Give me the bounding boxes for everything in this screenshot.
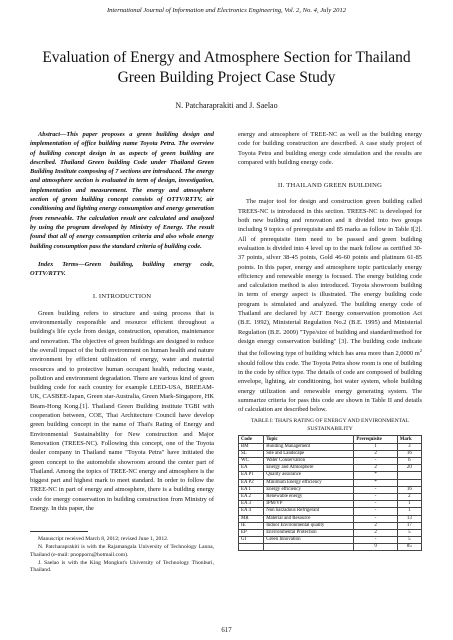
table-row (239, 443, 422, 450)
table-row (239, 515, 422, 522)
footnote-divider (30, 531, 88, 532)
table-cell-prerequisite: - (354, 486, 397, 493)
section-heading-thailand-green-building: II. THAILAND GREEN BUILDING (277, 182, 383, 190)
abstract-text: —This paper proposes a green building design and implementation of office building name Toyota Petra. The overview of building concept design in as aspects of green building are described. Thailand Green building Code under Thailand Green Building Institute composing of 7 sections are introduced. The energy and atmosphere section is evaluated in term of design, investigation, implementation and measurement. The energy and atmosphere section of green building concept consists of OTTV/RTTV, air conditioning and lighting energy consumption and energy generation from renewable. The calculation result are calculated and analyzed by using the program developed by Ministry of Energy. The result found that all of energy consumption criteria and also whole energy building consumption pass the standard criteria of building code. (30, 131, 214, 250)
paper-title: Evaluation of Energy and Atmosphere Section for Thailand Green Building Project Case Study (42, 49, 411, 86)
table-row (239, 537, 422, 544)
table-cell-mark: 16 (397, 486, 421, 493)
table-cell-prerequisite: 2 (354, 450, 397, 457)
table-cell-topic: Environmental Protection (264, 529, 354, 536)
table-row (239, 522, 422, 529)
table-cell-prerequisite: 2 (354, 529, 397, 536)
table-cell-prerequisite: * (354, 479, 397, 486)
table-row (239, 544, 422, 551)
table-cell-topic: Quality assurance (264, 472, 354, 479)
table-cell-mark: 85 (397, 544, 421, 551)
right-column (238, 130, 422, 551)
table-cell-topic: Material and Resource (264, 515, 354, 522)
table-cell-code (239, 544, 264, 551)
table-cell-prerequisite: - (354, 515, 397, 522)
abstract (30, 130, 214, 251)
table-cell-mark: 1 (397, 508, 421, 515)
table-row (239, 472, 422, 479)
table-row (239, 493, 422, 500)
table-cell-mark: 5 (397, 529, 421, 536)
table-cell-topic: Building Management (264, 443, 354, 450)
table-cell-prerequisite: - (354, 537, 397, 544)
continuation-paragraph: energy and atmosphere of TREE-NC as well as the building energy code for building construction are described. A case study project of Toyota Petra and building energy code simulation and the results are compared with building energy code. (238, 131, 422, 166)
table-cell-mark: 6 (397, 458, 421, 465)
table-row (239, 458, 422, 465)
table-cell-code: BM (239, 443, 264, 450)
table-cell-topic: Water Conservation (264, 458, 354, 465)
table-cell-mark: 3 (397, 443, 421, 450)
table-cell-mark (397, 479, 421, 486)
journal-header: International Journal of Information and Electronics Engineering, Vol. 2, No. 4, July 2012 (106, 7, 347, 14)
table-cell-code: IE (239, 522, 264, 529)
table-cell-prerequisite: - (354, 501, 397, 508)
footnote-manuscript: Manuscript received March 8, 2012; revised June 1, 2012. (38, 536, 169, 543)
table-cell-prerequisite: - (354, 458, 397, 465)
table-cell-mark: 20 (397, 465, 421, 472)
superscript: 2 (419, 348, 422, 354)
rating-table (238, 435, 422, 551)
table-cell-topic: Non harzadous Refrigerant (264, 508, 354, 515)
table-cell-prerequisite: - (354, 493, 397, 500)
table-header-row (239, 436, 422, 443)
table-cell-code: SL (239, 450, 264, 457)
table-cell-mark: 17 (397, 522, 421, 529)
table-cell-prerequisite: * (354, 472, 397, 479)
table-row (239, 450, 422, 457)
table-cell-topic: Indoor Environmental quality (264, 522, 354, 529)
index-terms: Index Terms—Green building, building energy code, OTTV/RTTV. (30, 260, 214, 278)
table-cell-topic: Site and Landscape (264, 450, 354, 457)
table-cell-code: EA P2 (239, 479, 264, 486)
table-cell-code: EA 3 (239, 501, 264, 508)
table-cell-topic: Green Innovation (264, 537, 354, 544)
table-cell-topic: Minimum Energy efficiency (264, 479, 354, 486)
section-2-text-tail: should follow this code. The Toyota Petra show room is one of building in the code by office type. The details of code are composed of building envelope, lighting, air conditioning, hot water system, whole building energy utilization and renewable energy generating system. The summarize criteria for pass this code are shown in Table II and details of calculation are described below. (238, 359, 422, 414)
table-cell-topic: Energy and Atmosphere (264, 465, 354, 472)
table-cell-mark: 13 (397, 515, 421, 522)
table-cell-mark (397, 472, 421, 479)
table-cell-prerequisite: 2 (354, 465, 397, 472)
header-topic: Topic (264, 436, 354, 443)
paper-authors: N. Patcharaprakiti and J. Saelao (175, 101, 278, 110)
table-cell-code: EA (239, 465, 264, 472)
table-caption-line-2: SUSTAINABILITY (307, 425, 353, 432)
table-row (239, 465, 422, 472)
section-2-text: The major tool for design and construction green building called TREES-NC is introduced in this section. TREES-NC is developed for both new building and renovation and it divided into two groups including 9 topics of prerequisite and 85 marks as follow in Table I[2]. All of prerequisite item need to be passed and green building evaluation is divided into 4 level up to the mark follow as certified 30-37 points, silver 38-45 points, Gold 46-60 points and platinum 61-85 points. In this paper, energy and atmosphere topic particularly energy efficiency and renewable energy is focused. The energy building code and calculation method is also introduced. Toyota showroom building in term of energy aspect is illustrated. The energy building code program is simulated and analyzed. The building energy code of Thailand are declared by ACT Energy conservation promotion Act (B.E. 1992), Ministerial Regulation No.2 (B.E. 1995) and Ministerial Regulation (B.E. 2009) "Type/size of building and standard/method for design energy conservation building" [3]. The building code indicate that the following type of building which has area more than 2,0000 m (238, 198, 422, 358)
page-number: 617 (221, 627, 232, 634)
section-heading-introduction: I. INTRODUCTION (92, 293, 152, 301)
table-cell-code: EA 1 (239, 486, 264, 493)
table-cell-mark: 16 (397, 450, 421, 457)
table-row (239, 486, 422, 493)
table-cell-code: WC (239, 458, 264, 465)
section-2-paragraph (238, 197, 422, 414)
table-cell-prerequisite: 1 (354, 443, 397, 450)
footnote-author-1: N. Patcharaprakiti is with the Rajamangala University of Technology Lanna, Thailand (e-mail: pnopporn@hotmail.com). (30, 544, 214, 558)
header-prerequisite: Prerequisite (354, 436, 397, 443)
table-cell-prerequisite: 2 (354, 522, 397, 529)
table-cell-code: GI (239, 537, 264, 544)
table-row (239, 529, 422, 536)
table-cell-topic (264, 544, 354, 551)
table-row (239, 479, 422, 486)
table-cell-code: EA 4 (239, 508, 264, 515)
table-cell-mark: 2 (397, 493, 421, 500)
table-row (239, 508, 422, 515)
table-cell-topic: IPM/VP (264, 501, 354, 508)
table-cell-prerequisite: - (354, 508, 397, 515)
table-cell-topic: Energy efficiency (264, 486, 354, 493)
table-cell-code: MR (239, 515, 264, 522)
table-row (239, 501, 422, 508)
header-mark: Mark (397, 436, 421, 443)
table-body (239, 443, 422, 551)
left-column (30, 130, 214, 575)
header-code: Code (239, 436, 264, 443)
table-caption-line-1: TABLE I: THAI'S RATING OF ENERGY AND ENVIRONMENTAL (250, 418, 410, 425)
table-cell-code: EA 2 (239, 493, 264, 500)
footnote-author-2: J. Saelao is with the King Mongkut's University of Technology Thonburi, Thailand. (30, 559, 214, 574)
table-cell-code: EP (239, 529, 264, 536)
table-cell-code: EA P1 (239, 472, 264, 479)
table-cell-topic: Renewable energy (264, 493, 354, 500)
table-caption (238, 418, 422, 433)
table-cell-mark: 5 (397, 537, 421, 544)
table-cell-prerequisite: 9 (354, 544, 397, 551)
abstract-lead: Abstract (38, 131, 61, 138)
introduction-paragraph: Green building refers to structure and using process that is environmentally responsible and resource efficient throughout a building's life cycle from design, construction, operation, maintenance and renovation. The objective of green buildings are designed to reduce the overall impact of the built environment on human health and nature environment by efficient utilization of energy, water and material resources and to protective human occupant health, reducing waste, pollution and environment degradation. There are various kind of green building code for each country for example LEED-USA, BREEAM-UK, CASBEE-Japan, Green star-Australia, Green Mark-Singapore, HK Beam-Hong Kong.[1]. Thailand Green Building institute TGBI with cooperation between, COE, Thai Architecture Council have develop green building concept in the name of Thai's Rating of Energy and Environmental Sustainability for New construction and Major Renovation (TREES-NC). Following this concept, one of the Toyota dealer company in Thailand name "Toyota Petra" have initiated the green concept to the automobile showroom around the center part of Thailand. Among the topics of TREE-NC energy and atmosphere is the biggest part and highest mark to meet standard. In order to follow the TREE-NC in part of energy and atmosphere, there is a building energy code for energy conservation in building construction from Ministry of Energy. In this paper, the (30, 309, 214, 512)
table-cell-mark: 1 (397, 501, 421, 508)
